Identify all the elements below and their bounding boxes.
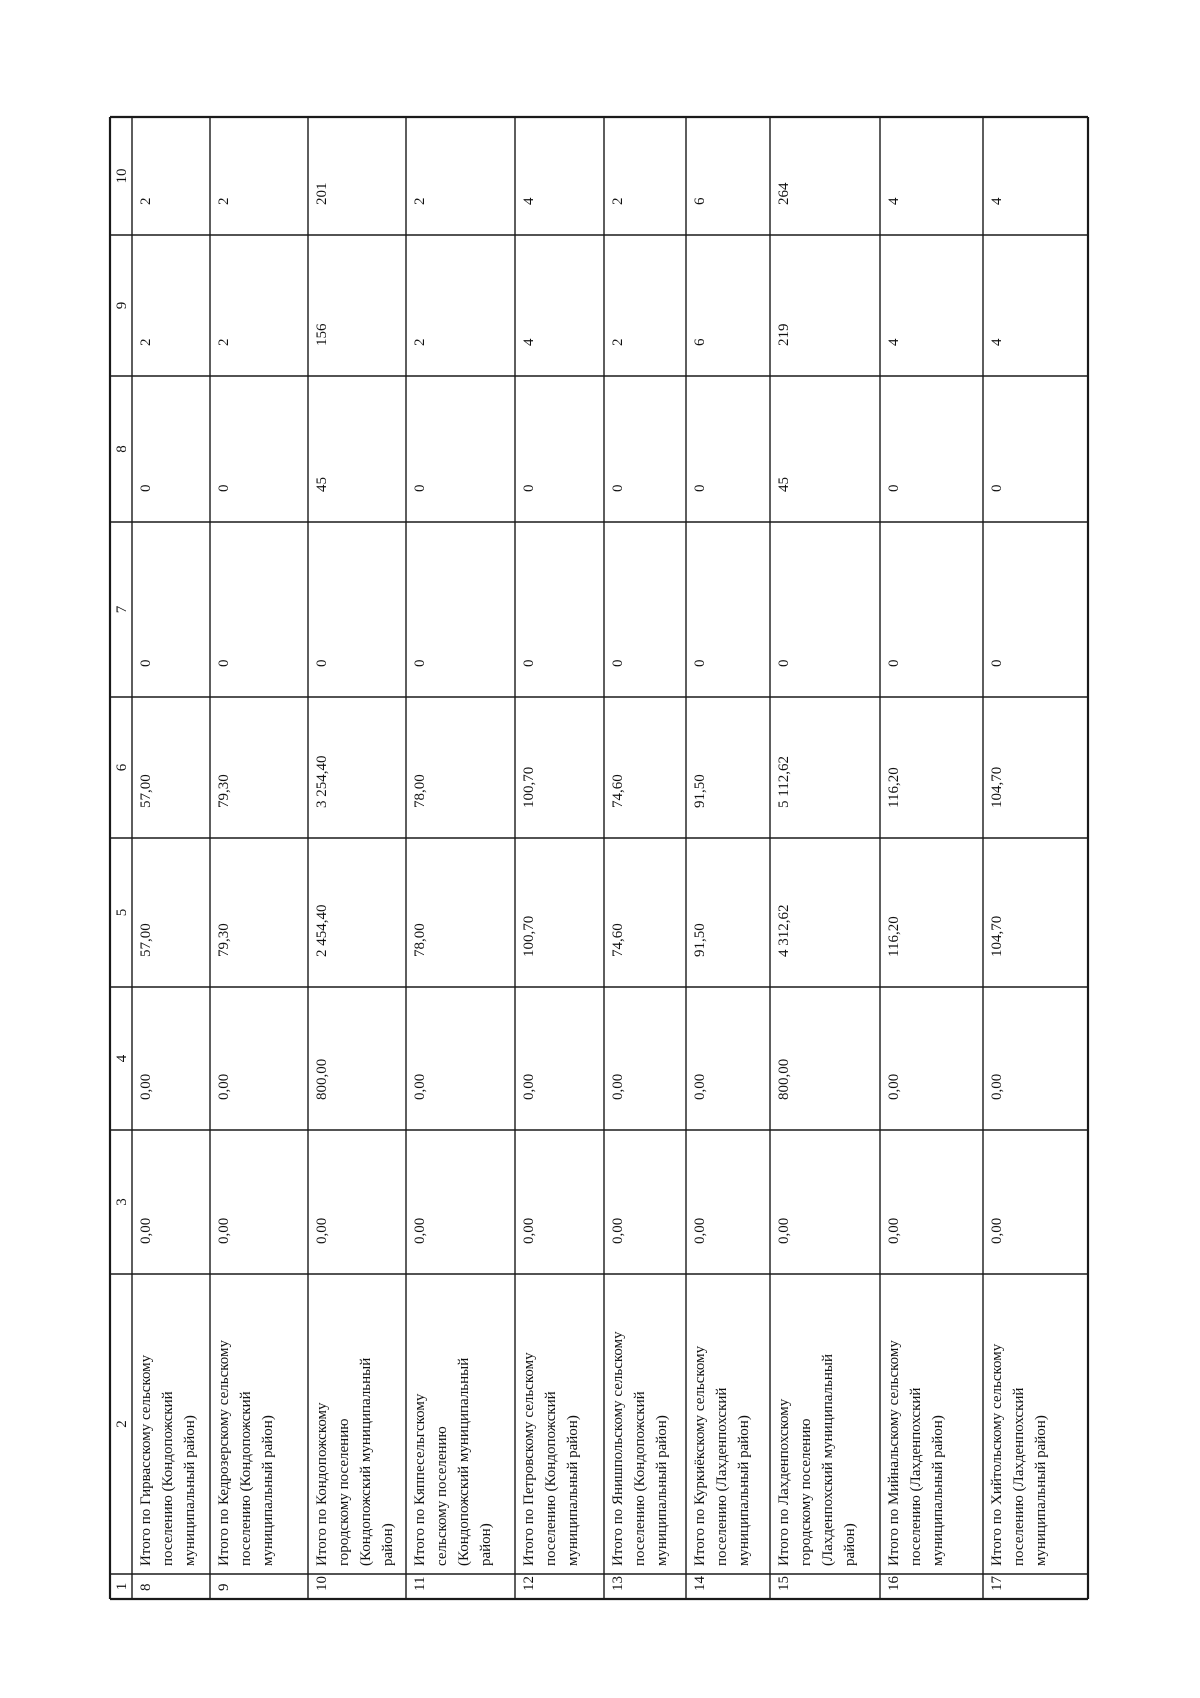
column-header-5: 5	[114, 908, 130, 917]
cell-col-10: 2	[412, 197, 428, 205]
cell-col-6: 104,70	[989, 766, 1005, 808]
cell-col-4: 0,00	[610, 1073, 626, 1100]
cell-col-7: 0	[776, 659, 792, 667]
cell-col-8: 0	[216, 484, 232, 492]
cell-col-5: 78,00	[412, 923, 428, 957]
cell-col-6: 3 254,40	[314, 755, 330, 808]
row-name-line: муниципальный район)	[1033, 1415, 1049, 1566]
cell-col-5: 100,70	[521, 915, 537, 957]
cell-col-5: 2 454,40	[314, 904, 330, 957]
cell-col-6: 116,20	[886, 767, 902, 808]
cell-col-9: 4	[886, 338, 902, 346]
row-name-line: Итого по Кедрозерскому сельскому	[216, 1340, 232, 1566]
cell-col-6: 79,30	[216, 774, 232, 808]
cell-col-9: 2	[610, 338, 626, 346]
cell-col-8: 0	[610, 484, 626, 492]
row-name-line: муниципальный район)	[565, 1415, 581, 1566]
row-name-line: поселению (Лахденпохский	[908, 1387, 924, 1566]
cell-col-6: 91,50	[692, 774, 708, 808]
table-cells	[114, 169, 1049, 1592]
cell-col-9: 4	[989, 338, 1005, 346]
row-name-line: Итого по Куркиёкскому сельскому	[692, 1345, 708, 1566]
row-name-line: район)	[380, 1523, 396, 1566]
cell-col-4: 0,00	[886, 1073, 902, 1100]
cell-col-8: 0	[989, 484, 1005, 492]
row-name-line: Итого по Кяппесельгскому	[412, 1393, 428, 1566]
cell-col-6: 74,60	[610, 774, 626, 808]
row-name-line: поселению (Кондопожский	[160, 1391, 176, 1566]
row-name-line: Итого по Янишпольскому сельскому	[610, 1331, 626, 1566]
cell-col-4: 0,00	[521, 1073, 537, 1100]
cell-col-5: 74,60	[610, 923, 626, 957]
cell-col-5: 4 312,62	[776, 904, 792, 957]
column-header-2: 2	[114, 1420, 130, 1428]
cell-col-6: 57,00	[138, 774, 154, 808]
row-name-line: сельскому поселению	[434, 1426, 450, 1566]
cell-col-3: 0,00	[776, 1217, 792, 1244]
row-name-line: (Кондопожский муниципальный	[358, 1357, 374, 1566]
cell-col-3: 0,00	[521, 1217, 537, 1244]
row-number: 8	[138, 1583, 154, 1591]
cell-col-9: 2	[216, 338, 232, 346]
cell-col-7: 0	[216, 659, 232, 667]
row-name-line: Итого по Хийтольскому сельскому	[989, 1343, 1005, 1566]
cell-col-7: 0	[314, 659, 330, 667]
cell-col-10: 4	[989, 197, 1005, 205]
row-number: 11	[412, 1576, 428, 1591]
row-name-line: поселению (Лахденпохский	[714, 1387, 730, 1566]
cell-col-5: 79,30	[216, 923, 232, 957]
cell-col-9: 219	[776, 323, 792, 346]
cell-col-4: 0,00	[989, 1073, 1005, 1100]
row-name-line: (Лахденпохский муниципальный	[820, 1354, 836, 1566]
row-name-line: Итого по Гирвасскому сельскому	[138, 1354, 154, 1566]
column-header-6: 6	[114, 763, 130, 772]
row-number: 17	[989, 1576, 1005, 1591]
column-header-4: 4	[114, 1054, 130, 1063]
cell-col-6: 5 112,62	[776, 756, 792, 808]
cell-col-8: 0	[692, 484, 708, 492]
cell-col-7: 0	[412, 659, 428, 667]
column-header-1: 1	[114, 1582, 130, 1591]
cell-col-10: 2	[138, 197, 154, 205]
cell-col-9: 2	[412, 338, 428, 346]
row-name-line: муниципальный район)	[260, 1415, 276, 1566]
cell-col-10: 2	[610, 197, 626, 205]
cell-col-3: 0,00	[692, 1217, 708, 1244]
cell-col-10: 6	[692, 197, 708, 205]
cell-col-7: 0	[138, 659, 154, 667]
cell-col-9: 4	[521, 338, 537, 346]
row-name-line: муниципальный район)	[654, 1415, 670, 1566]
row-name-line: муниципальный район)	[182, 1415, 198, 1566]
row-number: 9	[216, 1583, 232, 1591]
row-name-line: поселению (Кондопожский	[632, 1391, 648, 1566]
cell-col-4: 800,00	[776, 1058, 792, 1100]
cell-col-3: 0,00	[989, 1217, 1005, 1244]
cell-col-3: 0,00	[610, 1217, 626, 1244]
cell-col-10: 201	[314, 182, 330, 205]
row-name-line: Итого по Лахденпохскому	[776, 1398, 792, 1566]
row-name-line: Итого по Кондопожскому	[314, 1402, 330, 1566]
row-name-line: поселению (Лахденпохский	[1011, 1387, 1027, 1566]
row-name-line: Итого по Петровскому сельскому	[521, 1352, 537, 1566]
cell-col-3: 0,00	[138, 1217, 154, 1244]
row-name-line: поселению (Кондопожский	[543, 1391, 559, 1566]
cell-col-4: 0,00	[412, 1073, 428, 1100]
column-header-10: 10	[114, 168, 130, 184]
cell-col-6: 100,70	[521, 766, 537, 808]
cell-col-5: 104,70	[989, 915, 1005, 957]
cell-col-9: 2	[138, 338, 154, 346]
row-number: 15	[776, 1576, 792, 1591]
cell-col-4: 0,00	[138, 1073, 154, 1100]
table-grid	[110, 117, 1088, 1599]
cell-col-6: 78,00	[412, 774, 428, 808]
column-header-9: 9	[114, 301, 130, 310]
cell-col-9: 156	[314, 323, 330, 346]
row-name-line: Итого по Мийнальскому сельскому	[886, 1340, 902, 1566]
cell-col-7: 0	[692, 659, 708, 667]
row-name-line: район)	[842, 1523, 858, 1566]
cell-col-5: 57,00	[138, 923, 154, 957]
cell-col-8: 0	[521, 484, 537, 492]
row-number: 16	[886, 1576, 902, 1591]
cell-col-10: 264	[776, 182, 792, 205]
cell-col-7: 0	[521, 659, 537, 667]
cell-col-10: 2	[216, 197, 232, 205]
row-number: 14	[692, 1576, 708, 1591]
row-name-line: муниципальный район)	[930, 1415, 946, 1566]
cell-col-5: 116,20	[886, 916, 902, 957]
row-name-line: поселению (Кондопожский	[238, 1391, 254, 1566]
cell-col-4: 0,00	[692, 1073, 708, 1100]
cell-col-7: 0	[989, 659, 1005, 667]
cell-col-7: 0	[886, 659, 902, 667]
cell-col-8: 0	[138, 484, 154, 492]
cell-col-8: 45	[776, 477, 792, 492]
cell-col-5: 91,50	[692, 923, 708, 957]
column-header-3: 3	[114, 1198, 130, 1206]
cell-col-3: 0,00	[886, 1217, 902, 1244]
cell-col-10: 4	[521, 197, 537, 205]
row-name-line: район)	[478, 1523, 494, 1566]
cell-col-4: 0,00	[216, 1073, 232, 1100]
column-header-7: 7	[114, 605, 130, 614]
cell-col-3: 0,00	[412, 1217, 428, 1244]
row-name-line: городскому поселению	[336, 1418, 352, 1566]
row-number: 12	[521, 1576, 537, 1591]
cell-col-8: 0	[412, 484, 428, 492]
cell-col-10: 4	[886, 197, 902, 205]
row-name-line: муниципальный район)	[736, 1415, 752, 1566]
cell-col-8: 45	[314, 477, 330, 492]
cell-col-9: 6	[692, 338, 708, 346]
row-number: 10	[314, 1576, 330, 1591]
cell-col-7: 0	[610, 659, 626, 667]
cell-col-8: 0	[886, 484, 902, 492]
column-header-8: 8	[114, 445, 130, 453]
row-number: 13	[610, 1576, 626, 1591]
row-name-line: (Кондопожский муниципальный	[456, 1357, 472, 1566]
row-name-line: городскому поселению	[798, 1418, 814, 1566]
cell-col-3: 0,00	[314, 1217, 330, 1244]
cell-col-3: 0,00	[216, 1217, 232, 1244]
cell-col-4: 800,00	[314, 1058, 330, 1100]
